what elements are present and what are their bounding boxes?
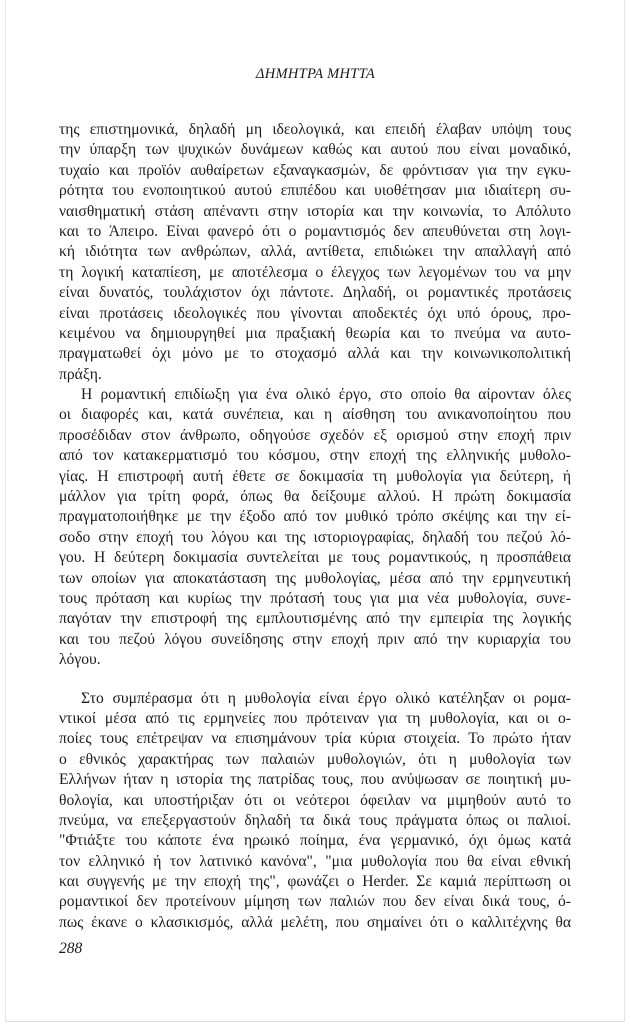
text-line: την ύπαρξη των ψυχικών δυνάμεων καθώς και αυτού που είναι μοναδικό, [59,141,571,159]
text-line: ντικοί μέσα από τις ερμηνείες που πρότειναν για τη μυθολογία, και οι ο- [59,709,571,727]
text-line: είναι δυνατός, τουλάχιστον όχι πάντοτε. Δηλαδή, οι ρομαντικές προτάσεις [59,284,571,302]
text-line: ποίες τους επέτρεψαν να επισημάνουν τρία κύρια στοιχεία. Το πρώτο ήταν [59,730,571,748]
text-line: ναισθηματική στάση απέναντι στην ιστορία και την κοινωνία, το Απόλυτο [59,202,571,220]
text-line: τη λογική καταπίεση, με αποτέλεσμα ο έλεγχος των λεγομένων του να μην [59,263,571,281]
text-line: "Φτιάξτε του κάποτε ένα ηρωικό ποίημα, ένα γερμανικό, όχι όμως κατά [59,832,571,850]
text-line: ρότητα του ενοποιητικού αυτού επιπέδου και υιοθέτησαν μια ιδιαίτερη συ- [59,182,571,200]
body-text [59,120,571,933]
paragraph-3 [59,689,571,934]
text-line: τους πρόταση και κυρίως την πρότασή τους για μια νέα μυθολογία, συνε- [59,589,571,607]
text-line: λόγου. [59,651,101,669]
text-line: πράξη. [59,365,102,383]
text-line: ρομαντικοί δεν προτείνουν μίμηση των παλιών που δεν είναι δικά τους, ό- [59,893,571,911]
text-line: τον ελληνικό ή τον λατινικό κανόνα", "μια μυθολογία που θα είναι εθνική [59,852,571,870]
text-line: πραγματοποιήθηκε με την έξοδο από τον μυθικό τρόπο σκέψης και την εί- [59,508,571,526]
paragraph-spacer [59,671,571,689]
text-line: Στο συμπέρασμα ότι η μυθολογία είναι έργο ολικό κατέληξαν οι ρομα- [81,689,571,707]
text-line: κειμένου να δημιουργηθεί μια πραξιακή θεωρία και το πνεύμα να αυτο- [59,324,571,342]
text-line: πνεύμα, να επεξεργαστούν δηλαδή τα δικά τους πράγματα όπως οι παλιοί. [59,811,571,829]
text-line: πραγματωθεί όχι μόνο με το στοχασμό αλλά και την κοινωνικοπολιτική [59,345,571,363]
text-line: γίας. Η επιστροφή αυτή έθετε σε δοκιμασία τη μυθολογία για δεύτερη, ή [59,467,571,485]
text-line: οι διαφορές και, κατά συνέπεια, και η αίσθηση του ανικανοποίητου που [59,406,571,424]
text-line: και το Άπειρο. Είναι φανερό ότι ο ρομαντισμός δεν απευθύνεται στη λογι- [59,222,571,240]
text-line: μάλλον για τρίτη φορά, όπως θα δείξουμε αλλού. Η πρώτη δοκιμασία [59,488,571,506]
text-line: παγόταν την επιστροφή της εμπλουτισμένης από την εμπειρία της λογικής [59,610,571,628]
text-line: Ελλήνων ήταν η ιστορία της πατρίδας τους, που ανύψωσαν σε ποιητική μυ- [59,771,571,789]
paragraph-1 [59,120,571,385]
text-line: της επιστημονικά, δηλαδή μη ιδεολογικά, και επειδή έλαβαν υπόψη τους [59,121,571,138]
text-line: Η ρομαντική επιδίωξη για ένα ολικό έργο, στο οποίο θα αίρονταν όλες [81,386,571,404]
text-line: ο εθνικός χαρακτήρας των παλαιών μυθολογιών, ότι η μυθολογία των [59,750,571,768]
text-line: και του πεζού λόγου συνείδησης στην εποχή πριν από την κυριαρχία του [59,630,571,648]
text-line: από τον κατακερματισμό του κόσμου, στην εποχή της ελληνικής μυθολο- [59,447,571,465]
text-line: τυχαίο και προϊόν αυθαίρετων εξαναγκασμών, δε φρόντισαν για την εγκυ- [59,161,571,179]
running-header: ΔΗΜΗΤΡΑ ΜΗΤΤΑ [255,66,376,82]
text-line: πως έκανε ο κλασικισμός, αλλά μελέτη, που σημαίνει ότι ο καλλιτέχνης θα [59,913,571,931]
text-line: και συγγενής με την εποχή της", φωνάζει ο Herder. Σε καμιά περίπτωση οι [59,873,571,891]
text-line: θολογία, και υποστήριξαν ότι οι νεότεροι όφειλαν να μιμηθούν αυτό το [59,791,571,809]
text-line: είναι προτάσεις ιδεολογικές που γίνονται αποδεκτές όχι υπό όρους, προ- [59,304,571,322]
text-line: των οποίων για αποκατάσταση της μυθολογίας, μέσα από την ερμηνευτική [59,569,571,587]
text-line: προσέδιδαν στον άνθρωπο, οδηγούσε σχεδόν εξ ορισμού στην εποχή πριν [59,426,571,444]
text-line: σοδο στην εποχή του λόγου και της ιστοριογραφίας, δηλαδή του πεζού λό- [59,528,571,546]
paragraph-2 [59,385,571,670]
page-number: 288 [59,940,83,957]
text-line: γου. Η δεύτερη δοκιμασία συντελείται με τους ρομαντικούς, η προσπάθεια [59,549,571,567]
text-line: κή ιδιότητα των ανθρώπων, αλλά, αντίθετα, επιδιώκει την απαλλαγή από [59,243,571,261]
